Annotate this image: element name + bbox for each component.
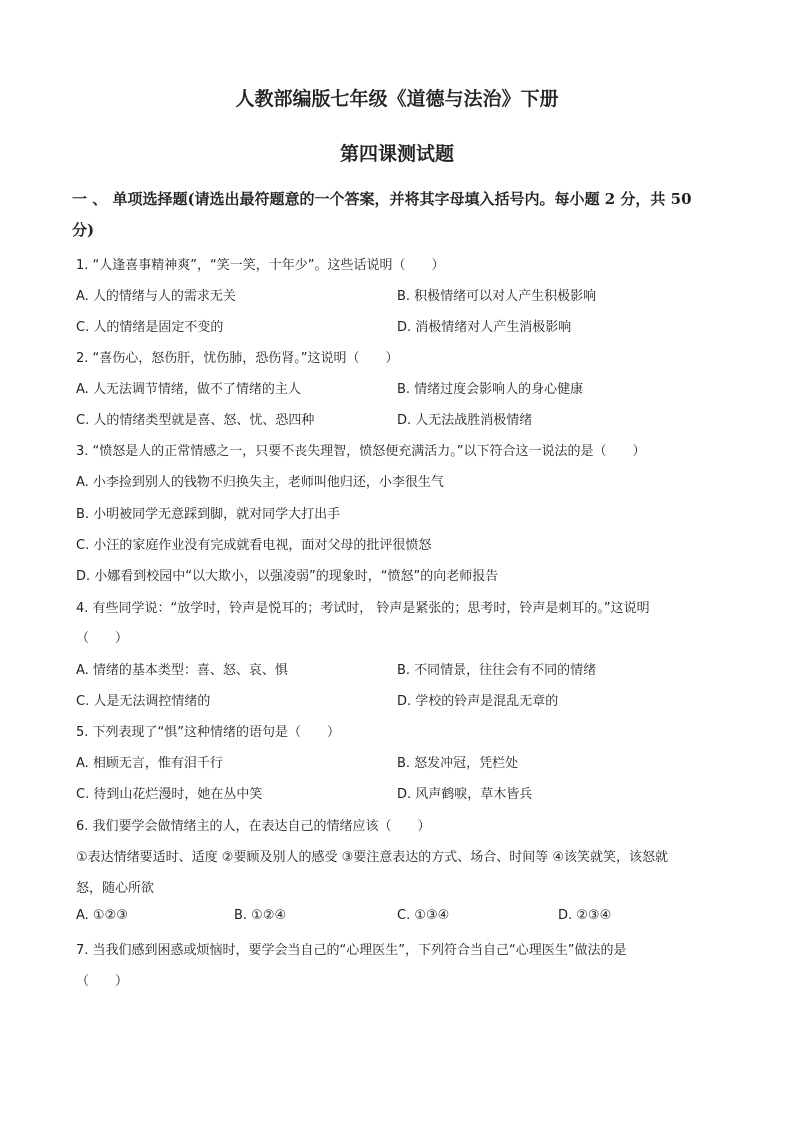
question-6-option-c: C. ①③④ [397,908,450,923]
question-7-stem-line2: （ ） [76,974,129,989]
question-6-statements: ①表达情绪要适时、适度 ②要顾及别人的感受 ③要注意表达的方式、场合、时间等 ④该笑就笑，该怒就 [76,850,669,865]
question-5-option-b: B. 怒发冲冠，凭栏处 [397,756,519,771]
question-3-option-c: C. 小汪的家庭作业没有完成就看电视，面对父母的批评很愤怒 [76,538,432,553]
question-2-option-c: C. 人的情绪类型就是喜、怒、忧、恐四种 [76,413,315,428]
question-6-option-d: D. ②③④ [558,908,612,923]
question-3-stem: 3. “愤怒是人的正常情感之一，只要不丧失理智，愤怒便充满活力。”以下符合这一说法的是（ ） [76,444,646,459]
question-6-option-a: A. ①②③ [76,908,128,923]
section-heading-line2: 分) [72,221,95,239]
section-heading-line1: 一 、 单项选择题(请选出最符题意的一个答案，并将其字母填入括号内。每小题 2 分，共 50 [72,190,692,208]
question-7-stem: 7. 当我们感到困惑或烦恼时，要学会当自己的“心理医生”，下列符合当自己“心理医生”做法的是 [76,943,627,958]
question-2-option-d: D. 人无法战胜消极情绪 [397,413,533,428]
question-4-stem: 4. 有些同学说：“放学时，铃声是悦耳的；考试时， 铃声是紧张的；思考时，铃声是刺耳的。”这说明 [76,601,650,616]
question-4-stem-line2: （ ） [76,631,129,646]
question-1-stem: 1. “人逢喜事精神爽”，“笑一笑，十年少”。这些话说明（ ） [76,258,445,273]
question-5-option-d: D. 风声鹤唳，草木皆兵 [397,787,533,802]
question-4-option-d: D. 学校的铃声是混乱无章的 [397,694,559,709]
question-6-statements-line2: 怒，随心所欲 [76,881,155,896]
question-3-option-b: B. 小明被同学无意踩到脚，就对同学大打出手 [76,507,341,522]
question-2-option-a: A. 人无法调节情绪，做不了情绪的主人 [76,382,301,397]
question-5-option-a: A. 相顾无言，惟有泪千行 [76,756,223,771]
question-3-option-a: A. 小李捡到别人的钱物不归换失主，老师叫他归还，小李很生气 [76,475,444,490]
question-2-stem: 2. “喜伤心，怒伤肝，忧伤肺，恐伤肾。”这说明（ ） [76,351,399,366]
question-3-option-d: D. 小娜看到校园中“以大欺小，以强凌弱”的现象时，“愤怒”的向老师报告 [76,569,499,584]
question-1-option-c: C. 人的情绪是固定不变的 [76,320,224,335]
question-4-option-b: B. 不同情景，往往会有不同的情绪 [397,663,597,678]
question-5-stem: 5. 下列表现了“惧”这种情绪的语句是（ ） [76,725,341,740]
question-5-option-c: C. 待到山花烂漫时，她在丛中笑 [76,787,263,802]
page-subtitle: 第四课测试题 [339,143,454,165]
page-title: 人教部编版七年级《道德与法治》下册 [235,88,559,110]
question-1-option-d: D. 消极情绪对人产生消极影响 [397,320,572,335]
question-4-option-c: C. 人是无法调控情绪的 [76,694,211,709]
question-1-option-a: A. 人的情绪与人的需求无关 [76,289,236,304]
question-6-stem: 6. 我们要学会做情绪主的人，在表达自己的情绪应该（ ） [76,819,431,834]
section-heading [72,184,722,246]
question-6-option-b: B. ①②④ [234,908,287,923]
question-4-option-a: A. 情绪的基本类型：喜、怒、哀、惧 [76,663,288,678]
question-2-option-b: B. 情绪过度会影响人的身心健康 [397,382,584,397]
question-1-option-b: B. 积极情绪可以对人产生积极影响 [397,289,597,304]
